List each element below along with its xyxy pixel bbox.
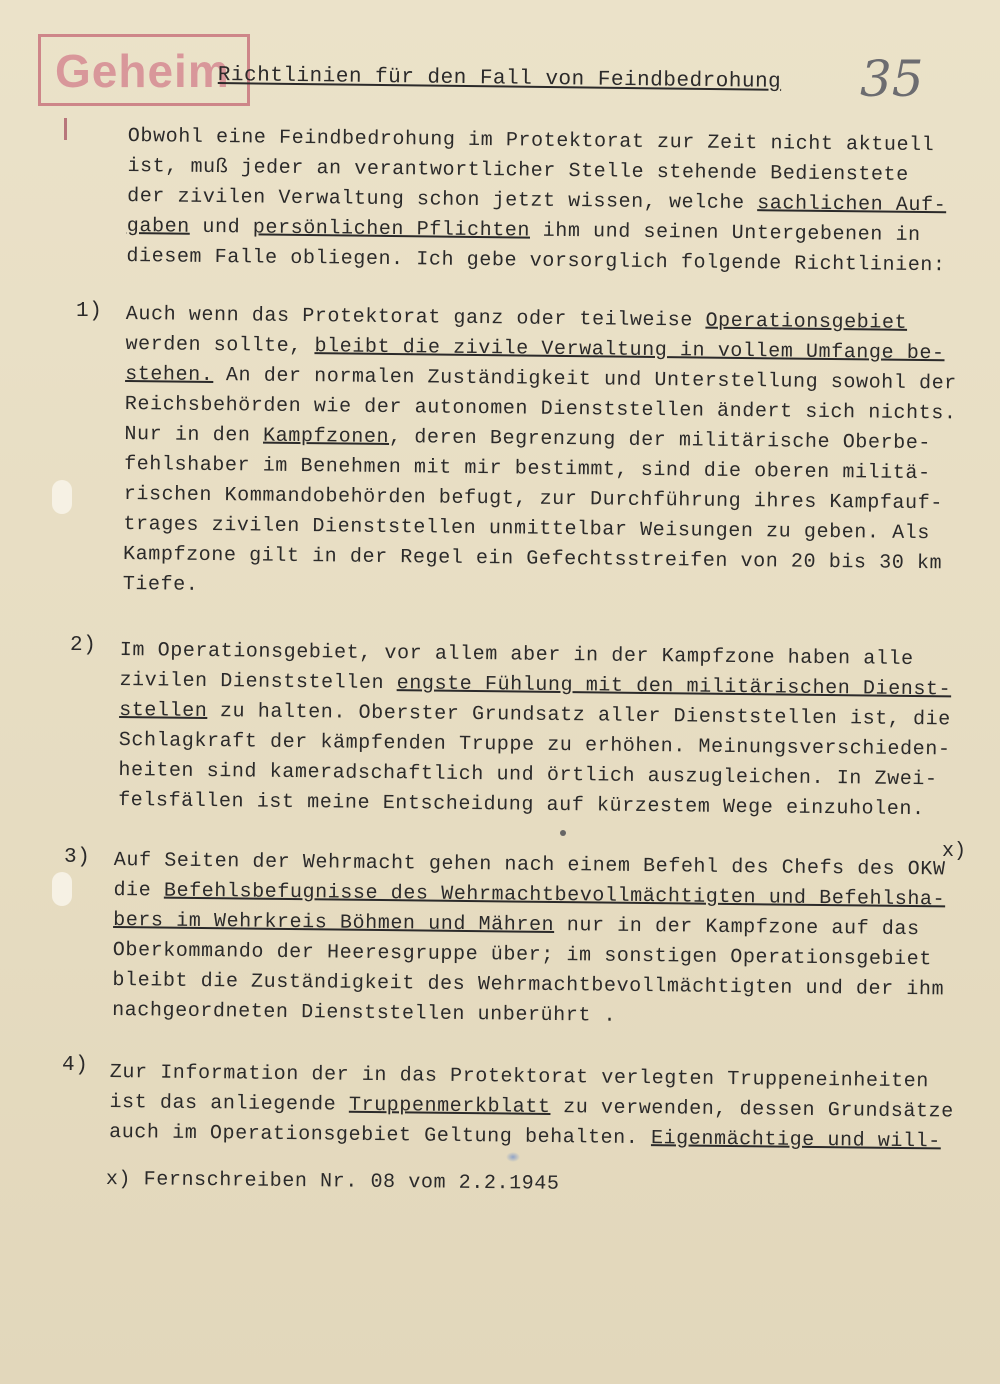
text-line: Auf Seiten der Wehrmacht gehen nach einem Befehl des Chefs des OKW bbox=[113, 848, 946, 882]
text-line: Oberkommando der Heeresgruppe über; im sonstigen Operationsgebiet bbox=[112, 938, 933, 972]
handwritten-page-number: 35 bbox=[860, 50, 924, 108]
text-line: ist, muß jeder an verantwortlicher Stelle stehende Bedienstete bbox=[127, 154, 909, 187]
text-line: heiten sind kameradschaftlich und örtlich auszugleichen. In Zwei- bbox=[118, 758, 938, 792]
text-line: trages zivilen Dienststellen unmittelbar Weisungen zu geben. Als bbox=[123, 512, 931, 546]
section-4-paragraph bbox=[109, 1058, 954, 1158]
text-line: stehen. An der normalen Zuständigkeit und Unterstellung sowohl der bbox=[125, 362, 957, 396]
margin-mark bbox=[64, 118, 67, 140]
section-1-paragraph bbox=[123, 300, 958, 609]
text-line: Auch wenn das Protektorat ganz oder teilweise Operationsgebiet bbox=[125, 302, 908, 335]
section-number: 3) bbox=[64, 846, 91, 869]
section-2-paragraph bbox=[118, 636, 952, 825]
text-line: nachgeordneten Dienststellen unberührt . bbox=[112, 998, 617, 1028]
text-line: auch im Operationsgebiet Geltung behalten. Eigenmächtige und will- bbox=[109, 1120, 941, 1154]
punch-hole-bottom bbox=[52, 872, 72, 906]
text-line: rischen Kommandobehörden befugt, zur Durchführung ihres Kampfauf- bbox=[123, 482, 944, 516]
footnote-marker: x) bbox=[942, 840, 967, 863]
geheim-stamp: Geheim bbox=[38, 34, 250, 106]
punch-hole-top bbox=[52, 480, 72, 514]
section-3-paragraph bbox=[112, 846, 946, 1035]
text-line: Kampfzone gilt in der Regel ein Gefechtsstreifen von 20 bis 30 km bbox=[122, 542, 943, 576]
text-line: Zur Information der in das Protektorat verlegten Truppeneinheiten bbox=[109, 1060, 930, 1094]
text-line: diesem Falle obliegen. Ich gebe vorsorglich folgende Richtlinien: bbox=[126, 244, 946, 278]
text-line: werden sollte, bleibt die zivile Verwaltung in vollem Umfange be- bbox=[125, 332, 945, 366]
ink-dot bbox=[560, 830, 566, 836]
intro-paragraph bbox=[126, 122, 947, 281]
text-line: die Befehlsbefugnisse des Wehrmachtbevollmächtigten und Befehlsha- bbox=[113, 878, 946, 912]
footnote: x) Fernschreiben Nr. 08 vom 2.2.1945 bbox=[105, 1168, 560, 1196]
text-line: ist das anliegende Truppenmerkblatt zu verwenden, dessen Grundsätze bbox=[109, 1090, 954, 1124]
text-line: zivilen Dienststellen engste Fühlung mit den militärischen Dienst- bbox=[119, 668, 952, 702]
section-number: 2) bbox=[70, 634, 97, 657]
text-line: Nur in den Kampfzonen, deren Begrenzung der militärische Oberbe- bbox=[124, 422, 932, 456]
text-line: Reichsbehörden wie der autonomen Dienststellen ändert sich nichts. bbox=[124, 392, 957, 426]
text-line: stellen zu halten. Oberster Grundsatz aller Dienststellen ist, die bbox=[119, 698, 951, 732]
text-line: Im Operationsgebiet, vor allem aber in der Kampfzone haben alle bbox=[119, 638, 914, 672]
text-line: der zivilen Verwaltung schon jetzt wissen, welche sachlichen Auf- bbox=[127, 184, 947, 218]
section-number: 1) bbox=[76, 300, 103, 323]
text-line: fehlshaber im Benehmen mit mir bestimmt, sind die oberen militä- bbox=[124, 452, 931, 486]
text-line: Tiefe. bbox=[122, 572, 199, 597]
text-line: bleibt die Zuständigkeit des Wehrmachtbevollmächtigten und der ihm bbox=[112, 968, 945, 1002]
document-title: Richtlinien für den Fall von Feindbedrohung bbox=[217, 64, 782, 94]
text-line: Obwohl eine Feindbedrohung im Protektorat zur Zeit nicht aktuell bbox=[127, 124, 935, 158]
text-line: felsfällen ist meine Entscheidung auf kürzestem Wege einzuholen. bbox=[118, 788, 925, 822]
ink-smudge bbox=[506, 1152, 520, 1162]
text-line: Schlagkraft der kämpfenden Truppe zu erhöhen. Meinungsverschieden- bbox=[118, 728, 951, 762]
text-line: bers im Wehrkreis Böhmen und Mähren nur in der Kampfzone auf das bbox=[113, 908, 920, 942]
section-number: 4) bbox=[62, 1054, 89, 1077]
text-line: gaben und persönlichen Pflichten ihm und seinen Untergebenen in bbox=[126, 214, 921, 247]
